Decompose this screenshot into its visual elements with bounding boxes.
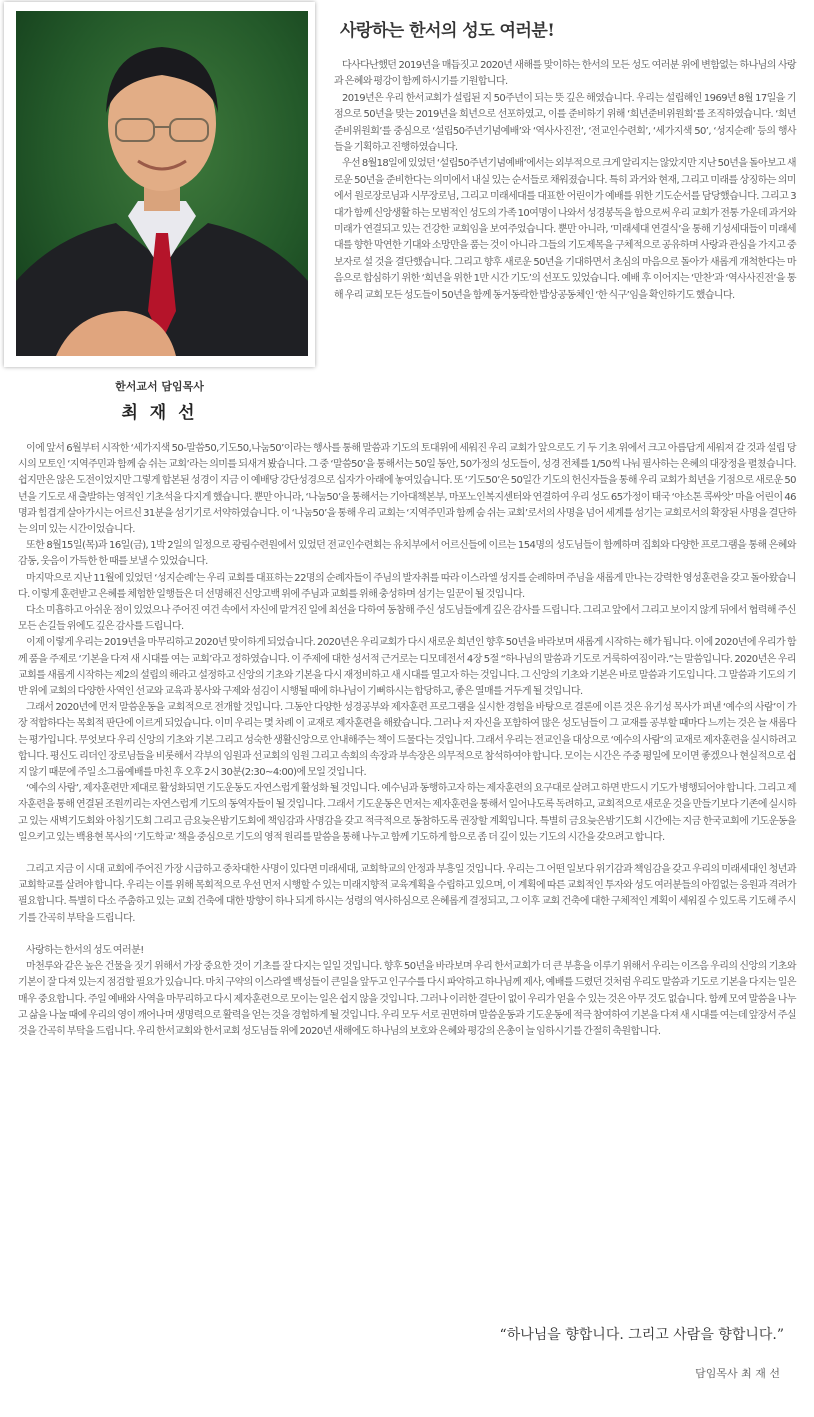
intro-paragraph: 우선 8월18일에 있었던 ‘설립50주년기념예배’에서는 외부적으로 크게 알리지는 않았지만 지난 50년을 돌아보고 새로운 50년을 준비한다는 의미에서 내실 있는 순서들로 채워졌습니다. 특히 과거와 현재, 그리고 미래를 상징하는 의미에서 원로장로님과 시무장로님, 그리고 미래세대를 대표한 어린이가 예배를 위한 기도순서를 담당했습니다. 그리고 3대가 함께 신앙생활 하는 모범적인 성도의 가족 10여명이 나와서 성경봉독을 함으로써 우리 교회가 전통 가운데 과거와 미래가 연결되고 있는 건강한 교회임을 보여주었습니다. 뿐만 아니라, ‘미래세대 연결식’을 통해 기성세대들이 미래세대를 향한 막연한 기대와 소망만을 품는 것이 아니라 그들의 기도제목을 구체적으로 공유하며 사랑과 관심을 가지고 중보자로 설 것을 결단했습니다. 그리고 향후 새로운 50년을 기대하면서 초심의 마음으로 돌아가 새롭게 개척한다는 마음으로 합심하기 위한 ‘희년을 위한 1만 시간 기도’의 선포도 있었습니다. 예배 후 이어지는 ‘만찬’과 ‘역사사진전’을 통해 우리 교회 모든 성도들이 50년을 함께 동거동락한 밥상공동체인 ‘한 식구’임을 확인하기도 했습니다. <box>334 158 796 301</box>
body-paragraph: ‘예수의 사람’, 제자훈련만 제대로 활성화되면 기도운동도 자연스럽게 활성화 될 것입니다. 예수님과 동행하고자 하는 제자훈련의 요구대로 살려고 하면 반드시 기도가 병행되어야 합니다. 그리고 제자훈련을 통해 연결된 조원끼리는 자연스럽게 기도의 동역자들이 될 것입니다. 그래서 기도운동은 먼저는 제자훈련을 통해서 일어나도록 독려하고, 교회적으로 새로운 것을 만들기보다 기존에 실시하고 있는 새벽기도회와 아침기도회 그리고 금요늦은밤기도회에 책임감과 사명감을 갖고 적극적으로 동참하도록 권장할 계획입니다. 특별히 금요늦은밤기도회 시간에는 지금 한국교회에 기도운동을 일으키고 있는 백용현 목사의 ‘기도학교’ 책을 중심으로 기도의 영적 원리를 말씀을 통해 나누고 함께 기도하게 함으로 좀 더 깊이 있는 기도의 시간을 갖으려고 합니다. <box>18 783 796 843</box>
intro-paragraph: 2019년은 우리 한서교회가 설립된 지 50주년이 되는 뜻 깊은 해였습니다. 우리는 설립해인 1969년 8월 17일을 기점으로 50년을 맞는 2019년을 희년으로 선포하였고, 이를 준비하기 위해 ‘희년준비위원회’를 조직하였습니다. ‘희년준비위원회’를 중심으로 ‘설립50주년기념예배’와 ‘역사사진전’, ‘전교인수련회’, ‘세가지색 50’, ‘성지순례’ 등의 행사들을 기획하고 진행하였습니다. <box>334 92 796 154</box>
letter-title: 사랑하는 한서의 성도 여러분! <box>340 21 555 41</box>
body-paragraph: 마천루와 같은 높은 건물을 짓기 위해서 가장 중요한 것이 기초를 잘 다지는 일일 것입니다. 향후 50년을 바라보며 우리 한서교회가 더 큰 부흥을 이루기 위해서 우리는 이즈음 우리의 신앙의 기초와 기본이 잘 다져 있는지 점검할 필요가 있습니다. 마치 구약의 이스라엘 백성들이 큰일을 앞두고 인구수를 다시 파악하고 하나님께 제사, 예배를 드렸던 것처럼 우리도 말씀과 기도로 기본을 다지는 일은 매우 중요합니다. 주일 예배와 사역을 마무리하고 다시 제자훈련으로 모이는 일은 쉽지 않을 것입니다. 그러나 이러한 결단이 없이 우리가 얻을 수 있는 것은 아무 것도 없습니다. 함께 모여 말씀을 나누고 삶을 나눌 때에 우리의 영이 깨어나며 생명력으로 활력을 얻는 것을 경험하게 될 것입니다. 우리 모두 서로 권면하며 말씀운동과 기도운동에 적극 참여하여 기본을 다져 새 시대를 여는데 앞장서 주실 것을 간곡히 부탁을 드립니다. 우리 한서교회와 한서교회 성도님들 위에 2020년 새해에도 하나님의 보호와 은혜와 평강의 은총이 늘 임하시기를 간절히 축원합니다. <box>18 961 796 1037</box>
pastor-photo-frame <box>4 2 315 367</box>
body-text <box>18 441 796 1040</box>
paragraph-gap <box>18 846 796 862</box>
pastor-name: 최 재 선 <box>121 403 198 423</box>
body-paragraph: 이제 이렇게 우리는 2019년을 마무리하고 2020년 맞이하게 되었습니다. 2020년은 우리교회가 다시 새로운 희년인 향후 50년을 바라보며 새롭게 시작하는 해가 됩니다. 이에 2020년에 우리가 함께 품을 주제로 ‘기본을 다져 새 시대를 여는 교회’라고 정하였습니다. 이 주제에 대한 성서적 근거로는 디모데전서 4장 5절 “하나님의 말씀과 기도로 거룩하여짐이라.”는 말씀입니다. 2020년은 우리교회를 새롭게 시작하는 제2의 설립의 해라고 설정하고 신앙의 기초와 기본을 다시 재정비하고 새 시대를 열고자 하는 것입니다. 그 신앙의 기초와 기본은 바로 말씀과 기도입니다. 그 말씀과 기도의 기반 위에 교회의 다양한 사역인 선교와 교육과 봉사와 구제와 섬김이 시행될 때에 하나님이 기뻐하시는 합당하고, 좋은 열매를 거두게 될 것입니다. <box>18 637 796 698</box>
body-paragraph: 그래서 2020년에 먼저 말씀운동을 교회적으로 전개할 것입니다. 그동안 다양한 성경공부와 제자훈련 프로그램을 실시한 경험을 바탕으로 결론에 이른 것은 유기성 목사가 펴낸 ‘예수의 사람’이 가장 적합하다는 목회적 판단에 이르게 되었습니다. 이미 우리는 몇 차례 이 교재로 제자훈련을 해왔습니다. 그러나 저 자신을 포함하여 많은 성도님들이 그 교재를 공부할 때마다 느끼는 것은 늘 새롭다는 평가입니다. 무엇보다 우리 신앙의 기초와 기본 그리고 성숙한 생활신앙으로 안내해주는 책이 드물다는 것입니다. 그래서 우리는 전교인을 대상으로 ‘예수의 사람’의 교재로 제자훈련을 실시하려고 합니다. 평신도 리더인 장로님들을 비롯해서 각부의 임원과 선교회의 임원 그리고 속회의 속장과 부속장은 의무적으로 참석하여야 합니다. 모이는 시간은 주중 평일에 모이면 좋겠으나 현실적으로 쉽지 않기 때문에 주일 소그룹예배를 마친 후 오후 2시 30분(2:30~4:00)에 모일 것입니다. <box>18 702 796 779</box>
body-paragraph: 마지막으로 지난 11월에 있었던 ‘성지순례’는 우리 교회를 대표하는 22명의 순례자들이 주님의 발자취를 따라 이스라엘 성지를 순례하며 주님을 새롭게 만나는 강력한 영성훈련을 갖고 돌아왔습니다. 이렇게 훈련받고 은혜를 체험한 일행들은 더 선명해진 신앙고백 위에 주님과 교회를 위해 충성하며 섬기는 일꾼이 될 것입니다. <box>18 572 796 600</box>
pastor-role: 한서교서 담임목사 <box>115 380 204 393</box>
pastor-caption <box>4 378 315 423</box>
body-greeting: 사랑하는 한서의 성도 여러분! <box>26 944 144 956</box>
body-paragraph: 이에 앞서 6월부터 시작한 ‘세가지색 50-말씀50,기도50,나눔50’이라는 행사를 통해 말씀과 기도의 토대위에 세워진 우리 교회가 앞으로도 기 두 기초 위에서 크고 아름답게 세워져 갈 것과 설립 당시의 모토인 ‘지역주민과 함께 숨 쉬는 교회’라는 의미를 되새겨 봤습니다. 그 중 ‘말씀50’을 통해서는 50일 동안, 50가정의 성도들이, 성경 전체를 1/50씩 나눠 필사하는 은혜의 대장정을 펼쳤습니다. 쉽지만은 않은 도전이었지만 그렇게 합본된 성경이 지금 이 예배당 강단성경으로 십자가 아래에 놓여있습니다. 또 ‘기도50’은 50일간 기도의 헌신자들을 통해 우리 교회가 희년을 기점으로 새로운 50년을 기도로 새 출발하는 영적인 기초석을 다지게 했습니다. 뿐만 아니라, ‘나눔50’을 통해서는 기아대책본부, 마포노인복지센터와 연결하여 우리 성도 65가정이 태국 ‘야소톤 콕싸앗’ 마을 어린이 46명과 힘겹게 살아가시는 어르신 31분을 섬기기로 서약하였습니다. 이 ‘나눔50’을 통해 우리 교회는 ‘지역주민과 함께 숨 쉬는 교회’로서의 사명을 넘어 세계를 섬기는 교회로서의 확장된 사명을 결단하는 의미 있는 시간이었습니다. <box>18 443 796 536</box>
portrait-icon <box>16 11 308 356</box>
intro-paragraph: 다사다난했던 2019년을 매듭짓고 2020년 새해를 맞이하는 한서의 모든 성도 여러분 위에 변함없는 하나님의 사랑과 은혜와 평강이 함께 하시기를 기원합니다. <box>334 60 796 88</box>
body-paragraph: 다소 미흡하고 아쉬운 점이 있었으나 주어진 여건 속에서 자신에 맡겨진 일에 최선을 다하여 동참해 주신 성도님들에게 깊은 감사를 드립니다. 그리고 앞에서 그리고 보이지 않게 뒤에서 협력해 주신 모든 손길들 위에도 깊은 감사를 드립니다. <box>18 605 796 633</box>
body-paragraph: 그리고 지금 이 시대 교회에 주어진 가장 시급하고 중차대한 사명이 있다면 미래세대, 교회학교의 안정과 부흥일 것입니다. 우리는 그 어떤 일보다 위기감과 책임감을 갖고 우리의 미래세대인 청년과 교회학교를 살려야 합니다. 우리는 이를 위해 목회적으로 우선 먼저 시행할 수 있는 미래지향적 교육계획을 수립하고 있으며, 이 계획에 따른 교회적인 투자와 성도 여러분들의 아낌없는 응원과 격려가 필요합니다. 특별히 다소 주춤하고 있는 교회 건축에 대한 방향이 하나 되게 하시는 성령의 역사하심으로 은혜롭게 결정되고, 그 이후 교회 건축에 대한 구체적인 계획이 세워질 수 있도록 기도해 주시기를 간곡히 부탁을 드립니다. <box>18 864 796 924</box>
pastor-portrait-photo <box>16 11 308 356</box>
signature: 담임목사 최 재 선 <box>695 1367 780 1380</box>
intro-text <box>334 58 796 304</box>
body-paragraph: 또한 8월15일(목)과 16일(금), 1박 2일의 일정으로 광림수련원에서 있었던 전교인수련회는 유치부에서 어르신들에 이르는 154명의 성도님들이 함께하며 집회와 다양한 프로그램을 통해 은혜와 감동, 웃음이 가득한 한 때를 보낼 수 있었습니다. <box>18 540 796 568</box>
closing-motto: “하나님을 향합니다. 그리고 사람을 향합니다.” <box>499 1327 784 1343</box>
paragraph-gap <box>18 927 796 943</box>
